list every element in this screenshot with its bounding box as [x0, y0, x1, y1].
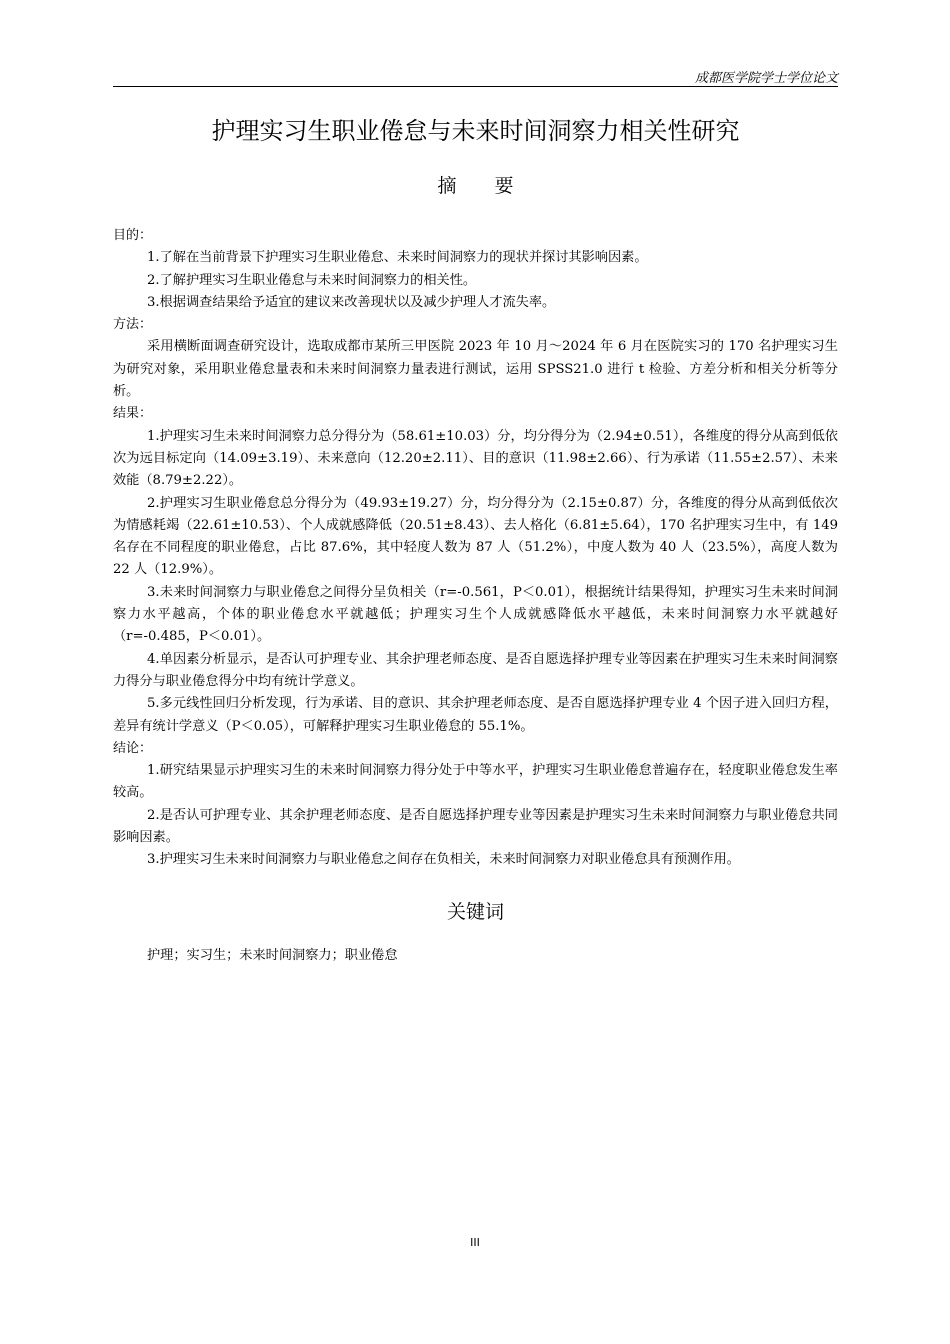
abstract-body: [113, 225, 838, 872]
running-header: [113, 64, 838, 87]
paragraph: 1.了解在当前背景下护理实习生职业倦怠、未来时间洞察力的现状并探讨其影响因素。: [147, 250, 648, 266]
paragraph: 2.护理实习生职业倦怠总分得分为（49.93±19.27）分，均分得分为（2.15±0.87）分，各维度的得分从高到低依次为情感耗竭（22.61±10.53）、个人成就感降低（20.51±8.43）、去人格化（6.81±5.64），170 名护理实习生中，有 149 名存在不同程度的职业倦怠，占比 87.6%，其中轻度人数为 87 人（51.2%），中度人数为 40 人（23.5%），高度人数为 22 人（12.9%）。: [113, 495, 838, 578]
paragraph: 3.未来时间洞察力与职业倦怠之间得分呈负相关（r=-0.561，P＜0.01），根据统计结果得知，护理实习生未来时间洞察力水平越高，个体的职业倦怠水平就越低；护理实习生个人成就感降低水平越低，未来时间洞察力水平就越好（r=-0.485，P＜0.01）。: [113, 584, 838, 645]
paragraph: 1.研究结果显示护理实习生的未来时间洞察力得分处于中等水平，护理实习生职业倦怠普遍存在，轻度职业倦怠发生率较高。: [113, 763, 838, 801]
paragraph: 采用横断面调查研究设计，选取成都市某所三甲医院 2023 年 10 月～2024 年 6 月在医院实习的 170 名护理实习生为研究对象，采用职业倦怠量表和未来时间洞察力量表进行测试，运用 SPSS21.0 进行 t 检验、方差分析和相关分析等分析。: [113, 339, 838, 400]
section-results: [113, 403, 838, 737]
keywords-list: 护理；实习生；未来时间洞察力；职业倦怠: [147, 948, 398, 963]
paragraph: 2.是否认可护理专业、其余护理老师态度、是否自愿选择护理专业等因素是护理实习生未来时间洞察力与职业倦怠共同影响因素。: [113, 807, 838, 846]
section-objective: [113, 225, 838, 314]
section-label: 方法：: [113, 317, 153, 333]
paragraph: 3.根据调查结果给予适宜的建议来改善现状以及减少护理人才流失率。: [147, 294, 556, 310]
section-conclusion: [113, 738, 838, 872]
paragraph: 4.单因素分析显示，是否认可护理专业、其余护理老师态度、是否自愿选择护理专业等因素在护理实习生未来时间洞察力得分与职业倦怠得分中均有统计学意义。: [113, 651, 838, 689]
paragraph: 2.了解护理实习生职业倦怠与未来时间洞察力的相关性。: [147, 272, 477, 288]
paragraph: 5.多元线性回归分析发现，行为承诺、目的意识、其余护理老师态度、是否自愿选择护理专业 4 个因子进入回归方程，差异有统计学意义（P＜0.05），可解释护理实习生职业倦怠的 55.1%。: [113, 696, 838, 734]
abstract-heading: 摘 要: [437, 175, 530, 197]
thesis-title: 护理实习生职业倦怠与未来时间洞察力相关性研究: [211, 117, 740, 145]
keywords-heading: 关键词: [446, 901, 504, 923]
header-school-name: 成都医学院学士学位论文: [694, 71, 838, 86]
paragraph: 3.护理实习生未来时间洞察力与职业倦怠之间存在负相关，未来时间洞察力对职业倦怠具有预测作用。: [147, 852, 740, 868]
section-label: 结论：: [113, 740, 153, 756]
section-methods: [113, 314, 838, 403]
section-label: 结果：: [113, 406, 153, 422]
section-label: 目的：: [113, 228, 153, 243]
paragraph: 1.护理实习生未来时间洞察力总分得分为（58.61±10.03）分，均分得分为（2.94±0.51），各维度的得分从高到低依次为远目标定向（14.09±3.19）、未来意向（12.20±2.11）、目的意识（11.98±2.66）、行为承诺（11.55±2.57）、未来效能（8.79±2.22）。: [113, 428, 838, 489]
page-number: III: [470, 1236, 480, 1249]
